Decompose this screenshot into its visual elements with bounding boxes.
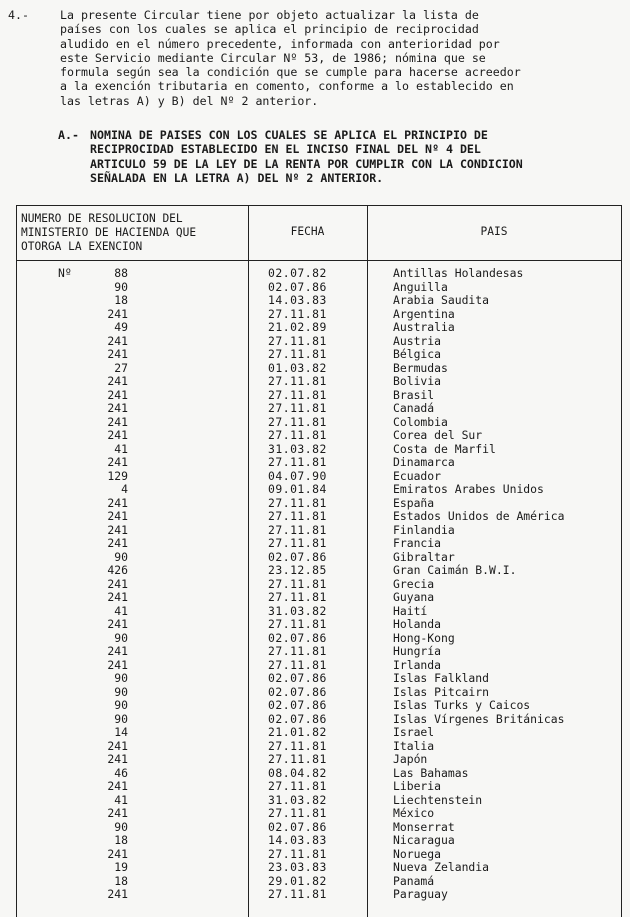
section-heading-line: SEÑALADA EN LA LETRA A) DEL Nº 2 ANTERIOR. bbox=[90, 170, 384, 185]
resolution-number: 4 bbox=[121, 482, 128, 496]
resolution-number: 241 bbox=[107, 401, 128, 415]
table-row bbox=[16, 348, 622, 362]
country-cell: Bolivia bbox=[393, 374, 442, 388]
country-cell: Canadá bbox=[393, 401, 435, 415]
resolution-number: 241 bbox=[107, 455, 128, 469]
country-cell: Islas Turks y Caicos bbox=[393, 698, 531, 712]
resolution-number: 90 bbox=[114, 671, 128, 685]
section-heading-line: ARTICULO 59 DE LA LEY DE LA RENTA POR CUMPLIR CON LA CONDICION bbox=[90, 156, 523, 171]
resolution-number: 46 bbox=[114, 765, 128, 780]
date-cell: 23.03.83 bbox=[268, 860, 327, 874]
section-heading-line: NOMINA DE PAISES CON LOS CUALES SE APLICA EL PRINCIPIO DE bbox=[90, 128, 488, 142]
country-cell: Antillas Holandesas bbox=[393, 266, 524, 280]
date-cell: 27.11.81 bbox=[268, 536, 327, 550]
date-cell: 09.01.84 bbox=[268, 482, 327, 496]
resolution-number: 241 bbox=[107, 617, 128, 631]
date-cell: 27.11.81 bbox=[268, 576, 327, 591]
column-header-line: NUMERO DE RESOLUCION DEL bbox=[21, 212, 183, 225]
table-row bbox=[16, 497, 622, 511]
table-row bbox=[16, 335, 622, 349]
country-cell: Anguilla bbox=[393, 279, 448, 294]
resolution-number: 241 bbox=[107, 347, 128, 361]
resolution-number: 241 bbox=[107, 644, 128, 658]
date-cell: 14.03.83 bbox=[268, 833, 327, 847]
table-row bbox=[16, 537, 622, 551]
resolution-number: 19 bbox=[114, 860, 128, 874]
resolution-number: 241 bbox=[107, 387, 128, 402]
country-cell: Grecia bbox=[393, 576, 435, 591]
date-cell: 27.11.81 bbox=[268, 887, 327, 901]
date-cell: 02.07.82 bbox=[268, 266, 327, 280]
country-cell: Costa de Marfil bbox=[393, 441, 496, 456]
resolution-number: 88 bbox=[114, 266, 128, 280]
resolution-number: 90 bbox=[114, 630, 128, 645]
country-cell: Panamá bbox=[393, 873, 435, 888]
date-cell: 31.03.82 bbox=[268, 441, 327, 456]
table-row bbox=[16, 686, 622, 700]
table-row bbox=[16, 524, 622, 538]
country-cell: Liechtenstein bbox=[393, 792, 483, 807]
resolution-number: 241 bbox=[107, 590, 128, 604]
resolution-number: 241 bbox=[107, 306, 128, 321]
date-cell: 27.11.81 bbox=[268, 657, 327, 672]
date-cell: 02.07.86 bbox=[268, 684, 327, 699]
country-cell: Liberia bbox=[393, 779, 442, 793]
paragraph-line: países con los cuales se aplica el principio de reciprocidad bbox=[60, 22, 479, 37]
resolution-number: 241 bbox=[107, 779, 128, 793]
date-cell: 04.07.90 bbox=[268, 468, 327, 483]
date-cell: 02.07.86 bbox=[268, 549, 327, 564]
resolution-number: 241 bbox=[107, 657, 128, 672]
date-cell: 27.11.81 bbox=[268, 806, 327, 820]
table-row bbox=[16, 740, 622, 754]
resolution-number: 90 bbox=[114, 698, 128, 712]
country-cell: España bbox=[393, 495, 435, 510]
date-cell: 02.07.86 bbox=[268, 819, 327, 834]
column-header-pais: PAIS bbox=[480, 225, 508, 238]
resolution-number: 27 bbox=[114, 360, 128, 375]
country-cell: Islas Vírgenes Británicas bbox=[393, 711, 565, 726]
resolution-number: 90 bbox=[114, 549, 128, 564]
paragraph-line: las letras A) y B) del Nº 2 anterior. bbox=[60, 93, 319, 108]
table-row bbox=[16, 618, 622, 632]
resolution-number: 18 bbox=[114, 873, 128, 888]
country-cell: Israel bbox=[393, 725, 435, 739]
country-cell: Gibraltar bbox=[393, 549, 455, 564]
table-row bbox=[16, 875, 622, 889]
table-row bbox=[16, 443, 622, 457]
table-row bbox=[16, 861, 622, 875]
date-cell: 27.11.81 bbox=[268, 509, 327, 523]
paragraph-body bbox=[60, 8, 613, 108]
country-cell: Francia bbox=[393, 536, 442, 550]
table-row bbox=[16, 362, 622, 376]
resolution-number: 241 bbox=[107, 738, 128, 753]
table-row bbox=[16, 551, 622, 565]
paragraph-line: aludido en el número precedente, informada con anterioridad por bbox=[60, 36, 500, 51]
table-row bbox=[16, 510, 622, 524]
date-cell: 02.07.86 bbox=[268, 671, 327, 685]
date-cell: 29.01.82 bbox=[268, 873, 327, 888]
resolution-number: 241 bbox=[107, 806, 128, 820]
column-header-line: OTORGA LA EXENCION bbox=[21, 240, 143, 253]
resolution-number: 18 bbox=[114, 833, 128, 847]
column-header-resolucion bbox=[21, 212, 245, 254]
date-cell: 23.12.85 bbox=[268, 563, 327, 577]
date-cell: 27.11.81 bbox=[268, 428, 327, 442]
resolution-number: 241 bbox=[107, 374, 128, 388]
table-row bbox=[16, 834, 622, 848]
country-cell: Corea del Sur bbox=[393, 428, 483, 442]
table-row bbox=[16, 483, 622, 497]
country-cell: Las Bahamas bbox=[393, 765, 469, 780]
date-cell: 27.11.81 bbox=[268, 644, 327, 658]
date-cell: 27.11.81 bbox=[268, 752, 327, 766]
country-cell: Paraguay bbox=[393, 887, 448, 901]
table-row bbox=[16, 416, 622, 430]
section-marker: A.- bbox=[58, 128, 79, 142]
resolution-number: 241 bbox=[107, 752, 128, 766]
table-row bbox=[16, 321, 622, 335]
resolution-number: 41 bbox=[114, 441, 128, 456]
table-body bbox=[16, 267, 622, 902]
section-heading-body bbox=[90, 128, 610, 185]
section-heading-line: RECIPROCIDAD ESTABLECIDO EN EL INCISO FINAL DEL Nº 4 DEL bbox=[90, 142, 481, 157]
date-cell: 08.04.82 bbox=[268, 765, 327, 780]
table-row bbox=[16, 645, 622, 659]
country-cell: Haití bbox=[393, 603, 428, 618]
country-cell: Monserrat bbox=[393, 819, 455, 834]
country-cell: Hungría bbox=[393, 644, 442, 658]
date-cell: 27.11.81 bbox=[268, 401, 327, 415]
date-cell: 27.11.81 bbox=[268, 738, 327, 753]
resolution-number: 241 bbox=[107, 428, 128, 442]
table-row bbox=[16, 699, 622, 713]
country-cell: Japón bbox=[393, 752, 428, 766]
table-row bbox=[16, 848, 622, 862]
column-header-line: MINISTERIO DE HACIENDA QUE bbox=[21, 226, 197, 239]
table-row bbox=[16, 470, 622, 484]
table-row bbox=[16, 767, 622, 781]
table-row bbox=[16, 726, 622, 740]
country-cell: Ecuador bbox=[393, 468, 442, 483]
table-row bbox=[16, 375, 622, 389]
country-cell: Brasil bbox=[393, 387, 435, 402]
resolution-number: 129 bbox=[107, 468, 128, 483]
resolution-number: 241 bbox=[107, 522, 128, 537]
resolution-number: 241 bbox=[107, 495, 128, 510]
resolution-number: 241 bbox=[107, 576, 128, 591]
table-row bbox=[16, 713, 622, 727]
country-cell: Guyana bbox=[393, 590, 435, 604]
table-row bbox=[16, 308, 622, 322]
country-cell: Austria bbox=[393, 333, 442, 348]
paragraph-4 bbox=[8, 8, 613, 108]
country-cell: Emiratos Arabes Unidos bbox=[393, 482, 544, 496]
date-cell: 27.11.81 bbox=[268, 306, 327, 321]
resolution-number: 241 bbox=[107, 846, 128, 861]
date-cell: 27.11.81 bbox=[268, 846, 327, 861]
table-header-divider bbox=[16, 260, 622, 261]
resolution-number: 90 bbox=[114, 279, 128, 294]
date-cell: 31.03.82 bbox=[268, 792, 327, 807]
resolution-number: 241 bbox=[107, 887, 128, 901]
country-cell: Estados Unidos de América bbox=[393, 509, 565, 523]
table-row bbox=[16, 753, 622, 767]
table-row bbox=[16, 807, 622, 821]
date-cell: 27.11.81 bbox=[268, 455, 327, 469]
table-row bbox=[16, 456, 622, 470]
table-row bbox=[16, 672, 622, 686]
date-cell: 27.11.81 bbox=[268, 522, 327, 537]
country-cell: Noruega bbox=[393, 846, 442, 861]
date-cell: 27.11.81 bbox=[268, 779, 327, 793]
resolution-number: 90 bbox=[114, 711, 128, 726]
resolution-number: 41 bbox=[114, 792, 128, 807]
date-cell: 27.11.81 bbox=[268, 590, 327, 604]
country-cell: Hong-Kong bbox=[393, 630, 455, 645]
date-cell: 31.03.82 bbox=[268, 603, 327, 618]
resolution-number: 41 bbox=[114, 603, 128, 618]
date-cell: 21.01.82 bbox=[268, 725, 327, 739]
resolution-number: 241 bbox=[107, 536, 128, 550]
resolution-number: 14 bbox=[114, 725, 128, 739]
paragraph-line: este Servicio mediante Circular Nº 53, de 1986; nómina que se bbox=[60, 50, 486, 65]
country-cell: Nueva Zelandia bbox=[393, 860, 490, 874]
table-row bbox=[16, 281, 622, 295]
country-cell: Holanda bbox=[393, 617, 442, 631]
country-cell: Nicaragua bbox=[393, 833, 455, 847]
country-cell: Bélgica bbox=[393, 347, 442, 361]
resolution-number: 241 bbox=[107, 333, 128, 348]
country-cell: Italia bbox=[393, 738, 435, 753]
country-cell: Finlandia bbox=[393, 522, 455, 537]
resolution-number: 241 bbox=[107, 509, 128, 523]
resolution-number: 90 bbox=[114, 684, 128, 699]
table-row bbox=[16, 659, 622, 673]
countries-table bbox=[16, 205, 622, 917]
resolution-number: 241 bbox=[107, 414, 128, 429]
number-prefix: Nº bbox=[58, 266, 72, 280]
column-header-fecha: FECHA bbox=[290, 225, 325, 238]
date-cell: 01.03.82 bbox=[268, 360, 327, 375]
country-cell: Australia bbox=[393, 320, 455, 334]
table-row bbox=[16, 402, 622, 416]
paragraph-line: La presente Circular tiene por objeto actualizar la lista de bbox=[60, 8, 479, 22]
date-cell: 21.02.89 bbox=[268, 320, 327, 334]
country-cell: Bermudas bbox=[393, 360, 448, 375]
paragraph-number: 4.- bbox=[8, 8, 29, 22]
date-cell: 02.07.86 bbox=[268, 698, 327, 712]
date-cell: 14.03.83 bbox=[268, 293, 327, 307]
table-row bbox=[16, 591, 622, 605]
country-cell: Gran Caimán B.W.I. bbox=[393, 563, 517, 577]
date-cell: 27.11.81 bbox=[268, 495, 327, 510]
date-cell: 27.11.81 bbox=[268, 414, 327, 429]
date-cell: 02.07.86 bbox=[268, 711, 327, 726]
country-cell: Dinamarca bbox=[393, 455, 455, 469]
date-cell: 27.11.81 bbox=[268, 347, 327, 361]
resolution-number: 49 bbox=[114, 320, 128, 334]
table-row bbox=[16, 794, 622, 808]
date-cell: 02.07.86 bbox=[268, 630, 327, 645]
table-row bbox=[16, 294, 622, 308]
date-cell: 27.11.81 bbox=[268, 374, 327, 388]
table-row bbox=[16, 389, 622, 403]
country-cell: México bbox=[393, 806, 435, 820]
table-row bbox=[16, 267, 622, 281]
paragraph-line: formula según sea la condición que se cumple para hacerse acreedor bbox=[60, 65, 521, 80]
table-row bbox=[16, 429, 622, 443]
section-a-heading bbox=[58, 128, 610, 185]
table-row bbox=[16, 605, 622, 619]
table-row bbox=[16, 632, 622, 646]
table-row bbox=[16, 821, 622, 835]
resolution-number: 18 bbox=[114, 293, 128, 307]
resolution-number: 90 bbox=[114, 819, 128, 834]
date-cell: 27.11.81 bbox=[268, 617, 327, 631]
resolution-number: 426 bbox=[107, 563, 128, 577]
paragraph-line: a la exención tributaria en comento, conforme a lo establecido en bbox=[60, 79, 514, 94]
country-cell: Arabia Saudita bbox=[393, 293, 490, 307]
date-cell: 27.11.81 bbox=[268, 387, 327, 402]
country-cell: Argentina bbox=[393, 306, 455, 321]
country-cell: Colombia bbox=[393, 414, 448, 429]
table-row bbox=[16, 780, 622, 794]
table-row bbox=[16, 564, 622, 578]
country-cell: Islas Pitcairn bbox=[393, 684, 490, 699]
country-cell: Irlanda bbox=[393, 657, 442, 672]
country-cell: Islas Falkland bbox=[393, 671, 490, 685]
table-row bbox=[16, 578, 622, 592]
date-cell: 02.07.86 bbox=[268, 279, 327, 294]
date-cell: 27.11.81 bbox=[268, 333, 327, 348]
table-row bbox=[16, 888, 622, 902]
